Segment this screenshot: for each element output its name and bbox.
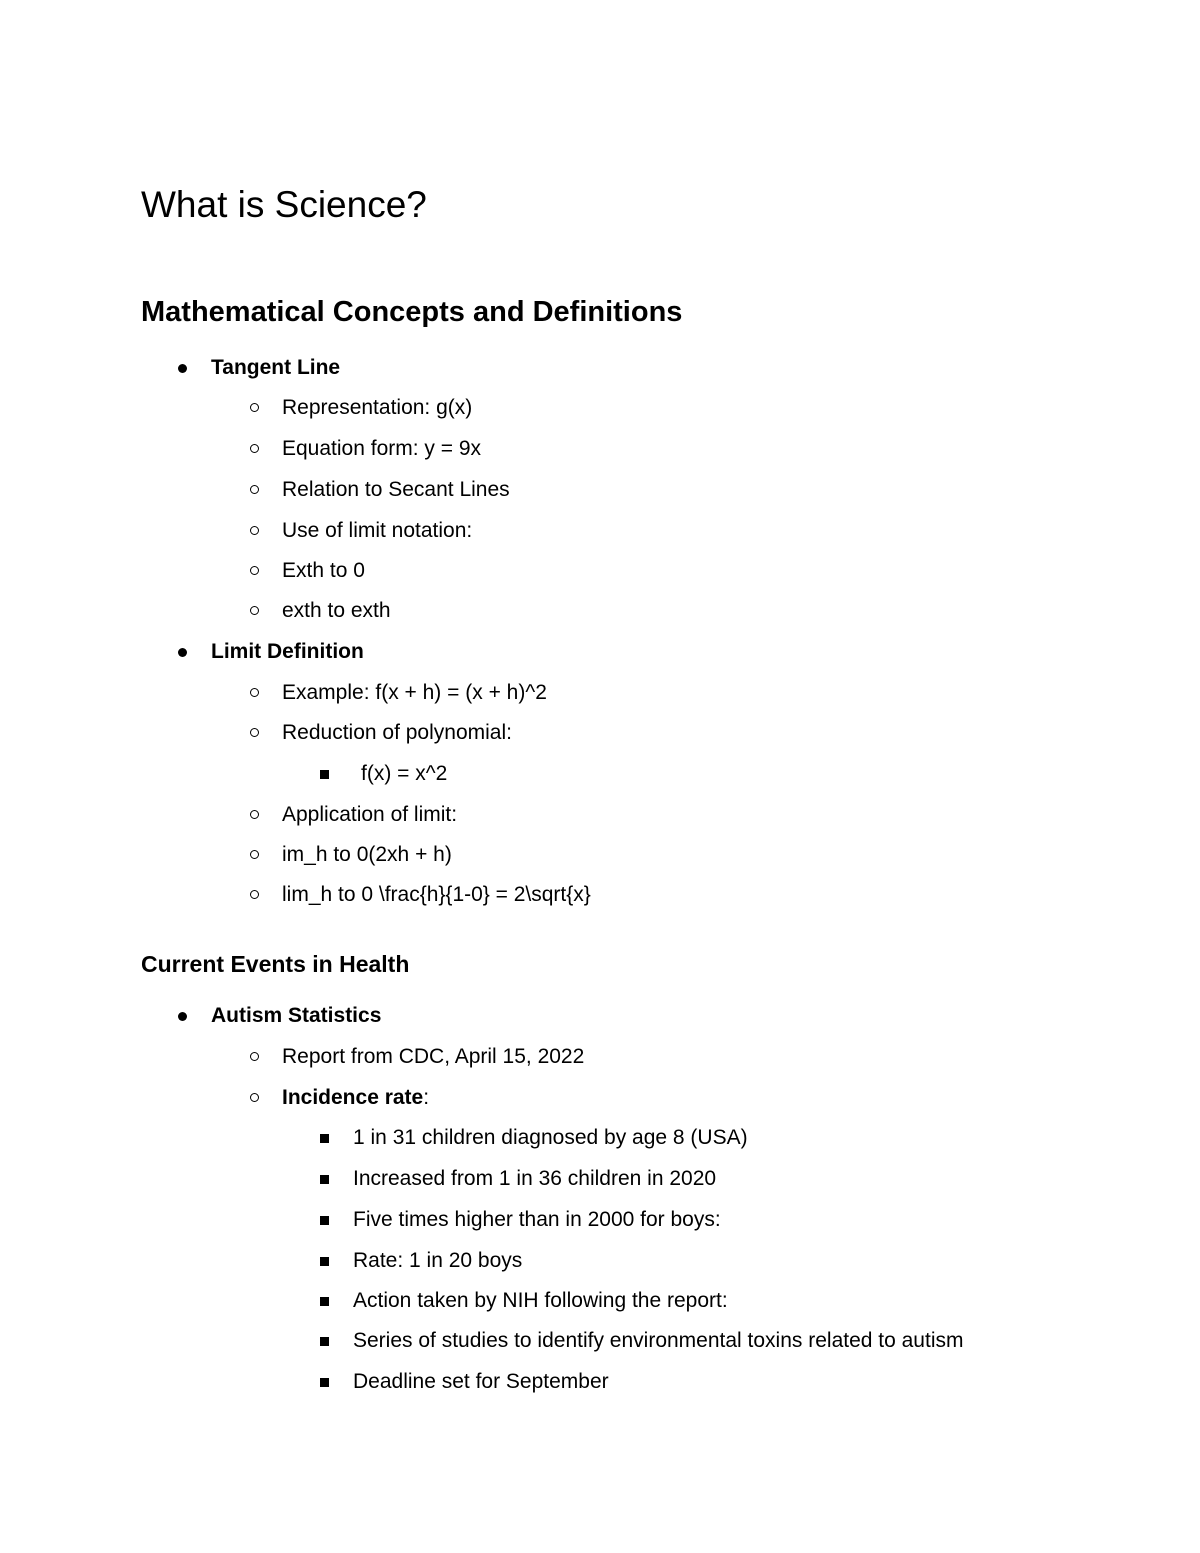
section-heading-math: Mathematical Concepts and Definitions [141,296,683,328]
square-bullet-icon [320,1337,329,1346]
list-item [0,516,1200,546]
bullet-icon [178,1012,187,1021]
square-bullet-icon [320,1257,329,1266]
section-heading-health: Current Events in Health [141,951,410,977]
circle-bullet-icon [250,728,259,737]
list-item [0,596,1200,626]
list-item-text: Exth to 0 [282,559,365,582]
list-item [0,1001,1200,1031]
list-item [0,1042,1200,1072]
list-item-text: lim_h to 0 \frac{h}{1-0} = 2\sqrt{x} [282,883,591,906]
list-item-label: Limit Definition [211,640,364,663]
circle-bullet-icon [250,1093,259,1102]
list-item-text: exth to exth [282,599,391,622]
list-item [0,1246,1200,1276]
circle-bullet-icon [250,526,259,535]
list-item-label: Autism Statistics [211,1004,382,1027]
list-item [0,1205,1200,1235]
list-item-text: Report from CDC, April 15, 2022 [282,1045,585,1068]
square-bullet-icon [320,1378,329,1387]
list-item [0,353,1200,383]
list-item [0,1123,1200,1153]
list-item [0,800,1200,830]
circle-bullet-icon [250,688,259,697]
list-item-text: Equation form: y = 9x [282,437,482,460]
square-bullet-icon [320,1297,329,1306]
circle-bullet-icon [250,890,259,899]
list-item [0,434,1200,464]
list-item-text: Representation: g(x) [282,396,473,419]
list-item-label: Tangent Line [211,356,341,379]
list-item-text: Action taken by NIH following the report: [353,1289,728,1312]
incidence-colon: : [423,1086,430,1109]
list-item-text: Use of limit notation: [282,519,473,542]
list-item [0,759,1200,789]
list-item [0,718,1200,748]
list-item-text: Application of limit: [282,803,458,826]
list-item [0,475,1200,505]
bullet-icon [178,364,187,373]
list-item [0,393,1200,423]
list-item [0,678,1200,708]
list-item-text [282,1083,429,1113]
circle-bullet-icon [250,810,259,819]
list-item-text: Reduction of polynomial: [282,721,512,744]
list-item [0,840,1200,870]
list-item-text: im_h to 0(2xh + h) [282,843,452,866]
square-bullet-icon [320,1216,329,1225]
list-item [0,1367,1200,1397]
circle-bullet-icon [250,403,259,412]
square-bullet-icon [320,1134,329,1143]
list-item-text: Series of studies to identify environmental toxins related to autism [353,1329,964,1352]
circle-bullet-icon [250,606,259,615]
circle-bullet-icon [250,485,259,494]
list-item-text: Rate: 1 in 20 boys [353,1249,523,1272]
incidence-label: Incidence rate [282,1086,424,1109]
list-item-text: 1 in 31 children diagnosed by age 8 (USA) [353,1126,748,1149]
list-item [0,1164,1200,1194]
circle-bullet-icon [250,444,259,453]
circle-bullet-icon [250,1052,259,1061]
list-item [0,1326,1200,1356]
circle-bullet-icon [250,850,259,859]
list-item [0,637,1200,667]
list-item-text: Deadline set for September [353,1370,609,1393]
list-item [0,1083,1200,1113]
list-item-text: Increased from 1 in 36 children in 2020 [353,1167,717,1190]
list-item [0,556,1200,586]
square-bullet-icon [320,770,329,779]
list-item [0,880,1200,910]
document-title: What is Science? [141,184,427,225]
list-item-text: f(x) = x^2 [361,762,448,785]
list-item [0,1286,1200,1316]
circle-bullet-icon [250,566,259,575]
list-item-text: Relation to Secant Lines [282,478,510,501]
list-item-text: Five times higher than in 2000 for boys: [353,1208,721,1231]
bullet-icon [178,648,187,657]
square-bullet-icon [320,1175,329,1184]
list-item-text: Example: f(x + h) = (x + h)^2 [282,681,547,704]
